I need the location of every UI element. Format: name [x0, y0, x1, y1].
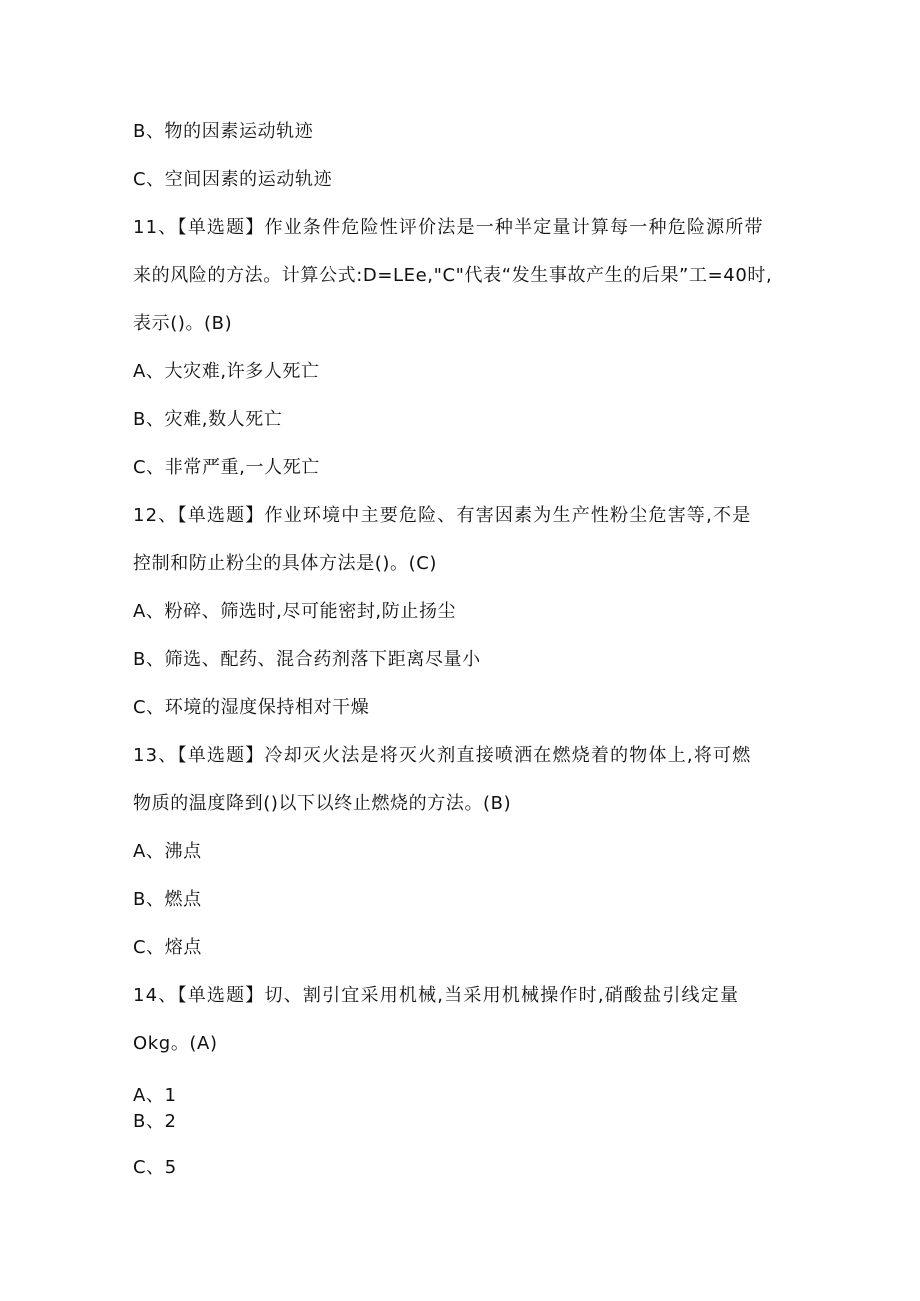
- question-13-line-1: 13、【单选题】冷却灭火法是将灭火剂直接喷洒在燃烧着的物体上,将可燃: [133, 745, 752, 766]
- question-11-line-2: 来的风险的方法。计算公式:D=LEe,"C"代表“发生事故产生的后果”工=40时,: [133, 265, 773, 286]
- option-14b: B、2: [133, 1111, 177, 1132]
- option-11b: B、灾难,数人死亡: [133, 409, 283, 430]
- option-13c: C、熔点: [133, 937, 202, 958]
- question-14-line-2: Okg。(A): [133, 1033, 218, 1054]
- option-13a: A、沸点: [133, 841, 202, 862]
- option-10b: B、物的因素运动轨迹: [133, 121, 314, 142]
- option-12c: C、环境的湿度保持相对干燥: [133, 697, 370, 718]
- option-12a: A、粉碎、筛选时,尽可能密封,防止扬尘: [133, 601, 457, 622]
- question-14-line-1: 14、【单选题】切、割引宜采用机械,当采用机械操作时,硝酸盐引线定量: [133, 985, 740, 1006]
- option-13b: B、燃点: [133, 889, 202, 910]
- option-11c: C、非常严重,一人死亡: [133, 457, 320, 478]
- question-13-line-2: 物质的温度降到()以下以终止燃烧的方法。(B): [133, 793, 512, 814]
- option-12b: B、筛选、配药、混合药剂落下距离尽量小: [133, 649, 481, 670]
- question-12-line-1: 12、【单选题】作业环境中主要危险、有害因素为生产性粉尘危害等,不是: [133, 505, 752, 526]
- option-11a: A、大灾难,许多人死亡: [133, 361, 320, 382]
- question-11-line-3: 表示()。(B): [133, 313, 233, 334]
- option-14c: C、5: [133, 1157, 177, 1178]
- option-10c: C、空间因素的运动轨迹: [133, 169, 333, 190]
- question-12-line-2: 控制和防止粉尘的具体方法是()。(C): [133, 553, 438, 574]
- option-14a: A、1: [133, 1085, 177, 1106]
- question-11-line-1: 11、【单选题】作业条件危险性评价法是一种半定量计算每一种危险源所带: [133, 217, 764, 238]
